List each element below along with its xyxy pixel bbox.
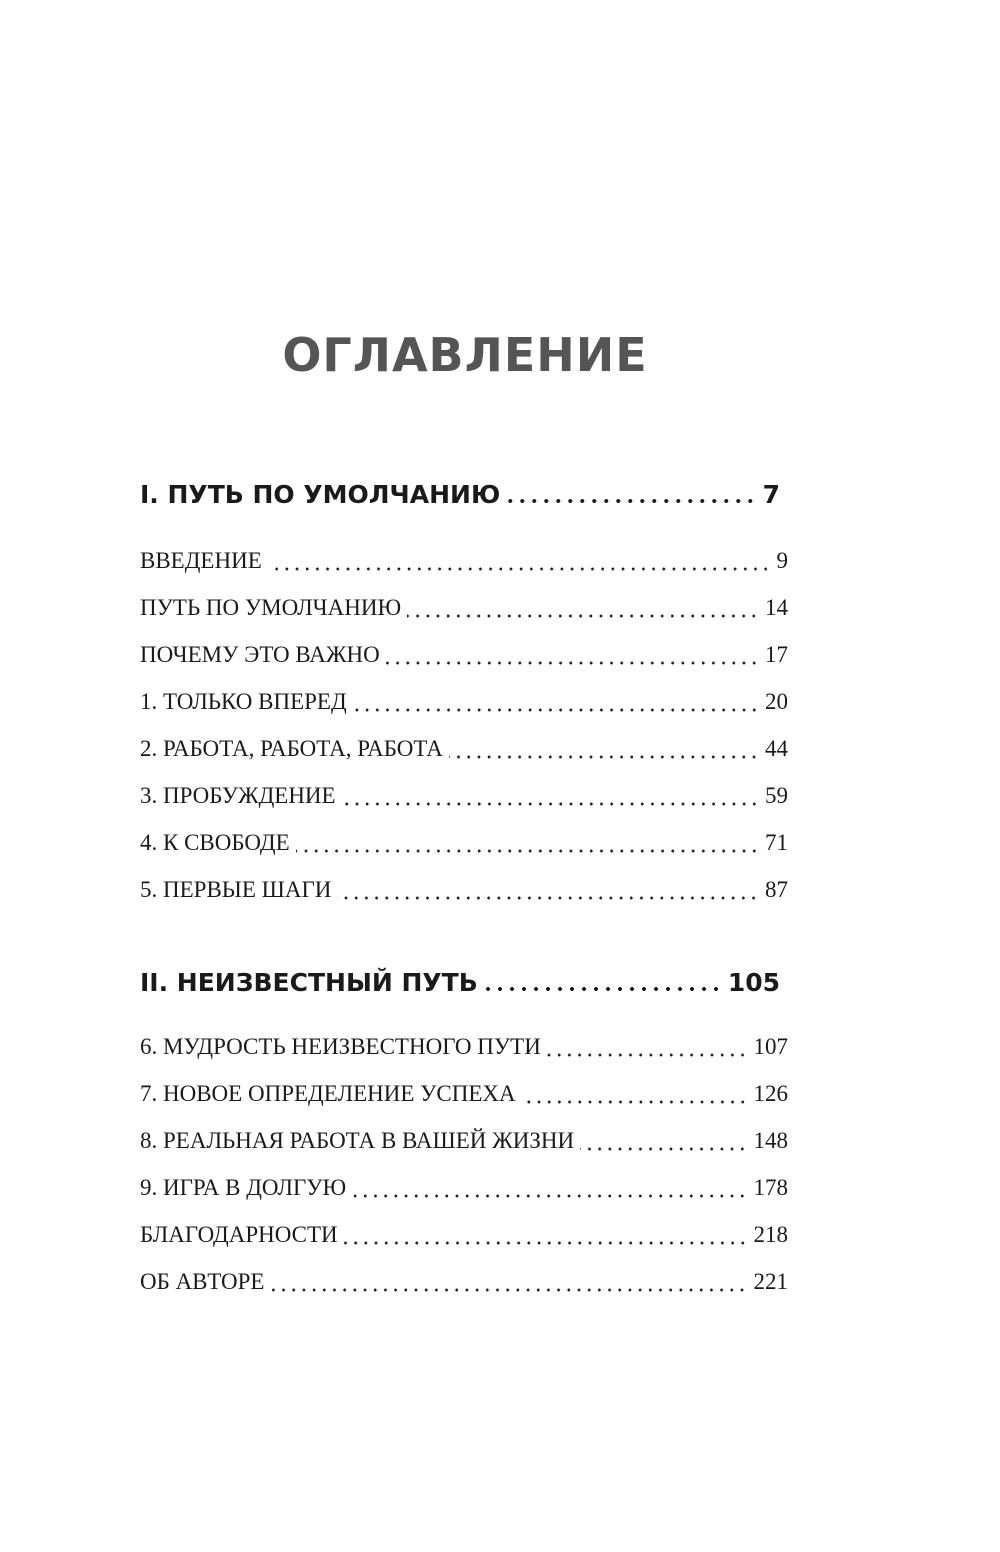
toc-page-number: 7 [762, 480, 780, 509]
toc-page-number: 59 [765, 783, 788, 808]
toc-entry[interactable] [140, 689, 788, 719]
dot-leader [342, 801, 759, 807]
toc-page-number: 44 [765, 736, 788, 761]
toc-entry[interactable] [140, 830, 788, 860]
toc-entry[interactable] [140, 642, 788, 672]
toc-page-number: 9 [776, 548, 788, 573]
toc-page-number: 20 [765, 689, 788, 714]
toc-page-number: 107 [753, 1034, 788, 1059]
toc-label: I. ПУТЬ ПО УМОЛЧАНИЮ [140, 480, 501, 509]
toc-part-heading[interactable] [140, 480, 780, 509]
toc-page-number: 105 [727, 968, 780, 997]
toc-page-number: 71 [765, 830, 788, 855]
toc-page-number: 87 [765, 877, 788, 902]
toc-label: ВВЕДЕНИЕ [140, 548, 262, 573]
dot-leader [547, 1052, 748, 1058]
toc-entry[interactable] [140, 1222, 788, 1252]
toc-page-number: 178 [753, 1175, 788, 1200]
dot-leader [407, 613, 759, 619]
toc-entry[interactable] [140, 595, 788, 625]
toc-entry[interactable] [140, 1175, 788, 1205]
dot-leader [353, 707, 759, 713]
toc-entry[interactable] [140, 877, 788, 907]
dot-leader [449, 754, 759, 760]
toc-label: 5. ПЕРВЫЕ ШАГИ [140, 877, 332, 902]
toc-label: 2. РАБОТА, РАБОТА, РАБОТА [140, 736, 443, 761]
dot-leader [484, 986, 722, 992]
toc-page-number: 14 [765, 595, 788, 620]
toc-entry[interactable] [140, 1081, 788, 1111]
dot-leader [506, 498, 756, 504]
toc-label: ОБ АВТОРЕ [140, 1269, 265, 1294]
dot-leader [344, 1240, 748, 1246]
toc-label: 1. ТОЛЬКО ВПЕРЕД [140, 689, 347, 714]
toc-page-number: 17 [765, 642, 788, 667]
toc-entry[interactable] [140, 548, 788, 578]
dot-leader [268, 566, 771, 572]
toc-page-number: 126 [753, 1081, 788, 1106]
dot-leader [270, 1287, 747, 1293]
toc-label: 8. РЕАЛЬНАЯ РАБОТА В ВАШЕЙ ЖИЗНИ [140, 1128, 575, 1153]
toc-label: 6. МУДРОСТЬ НЕИЗВЕСТНОГО ПУТИ [140, 1034, 541, 1059]
dot-leader [522, 1099, 748, 1105]
toc-page-number: 221 [753, 1269, 788, 1294]
toc-entry[interactable] [140, 1128, 788, 1158]
toc-entry[interactable] [140, 1034, 788, 1064]
toc-entry[interactable] [140, 783, 788, 813]
page-title: ОГЛАВЛЕНИЕ [282, 328, 648, 382]
toc-label: БЛАГОДАРНОСТИ [140, 1222, 338, 1247]
dot-leader [580, 1146, 747, 1152]
toc-page-number: 148 [753, 1128, 788, 1153]
toc-label: II. НЕИЗВЕСТНЫЙ ПУТЬ [140, 968, 478, 997]
toc-label: 9. ИГРА В ДОЛГУЮ [140, 1175, 347, 1200]
toc-label: 7. НОВОЕ ОПРЕДЕЛЕНИЕ УСПЕХА [140, 1081, 516, 1106]
dot-leader [296, 848, 759, 854]
toc-label: 3. ПРОБУЖДЕНИЕ [140, 783, 336, 808]
toc-page-number: 218 [753, 1222, 788, 1247]
toc-label: ПОЧЕМУ ЭТО ВАЖНО [140, 642, 380, 667]
toc-part-heading[interactable] [140, 968, 780, 997]
dot-leader [337, 895, 759, 901]
toc-label: 4. К СВОБОДЕ [140, 830, 290, 855]
toc-entry[interactable] [140, 1269, 788, 1299]
dot-leader [386, 660, 759, 666]
toc-entry[interactable] [140, 736, 788, 766]
toc-label: ПУТЬ ПО УМОЛЧАНИЮ [140, 595, 402, 620]
dot-leader [352, 1193, 747, 1199]
